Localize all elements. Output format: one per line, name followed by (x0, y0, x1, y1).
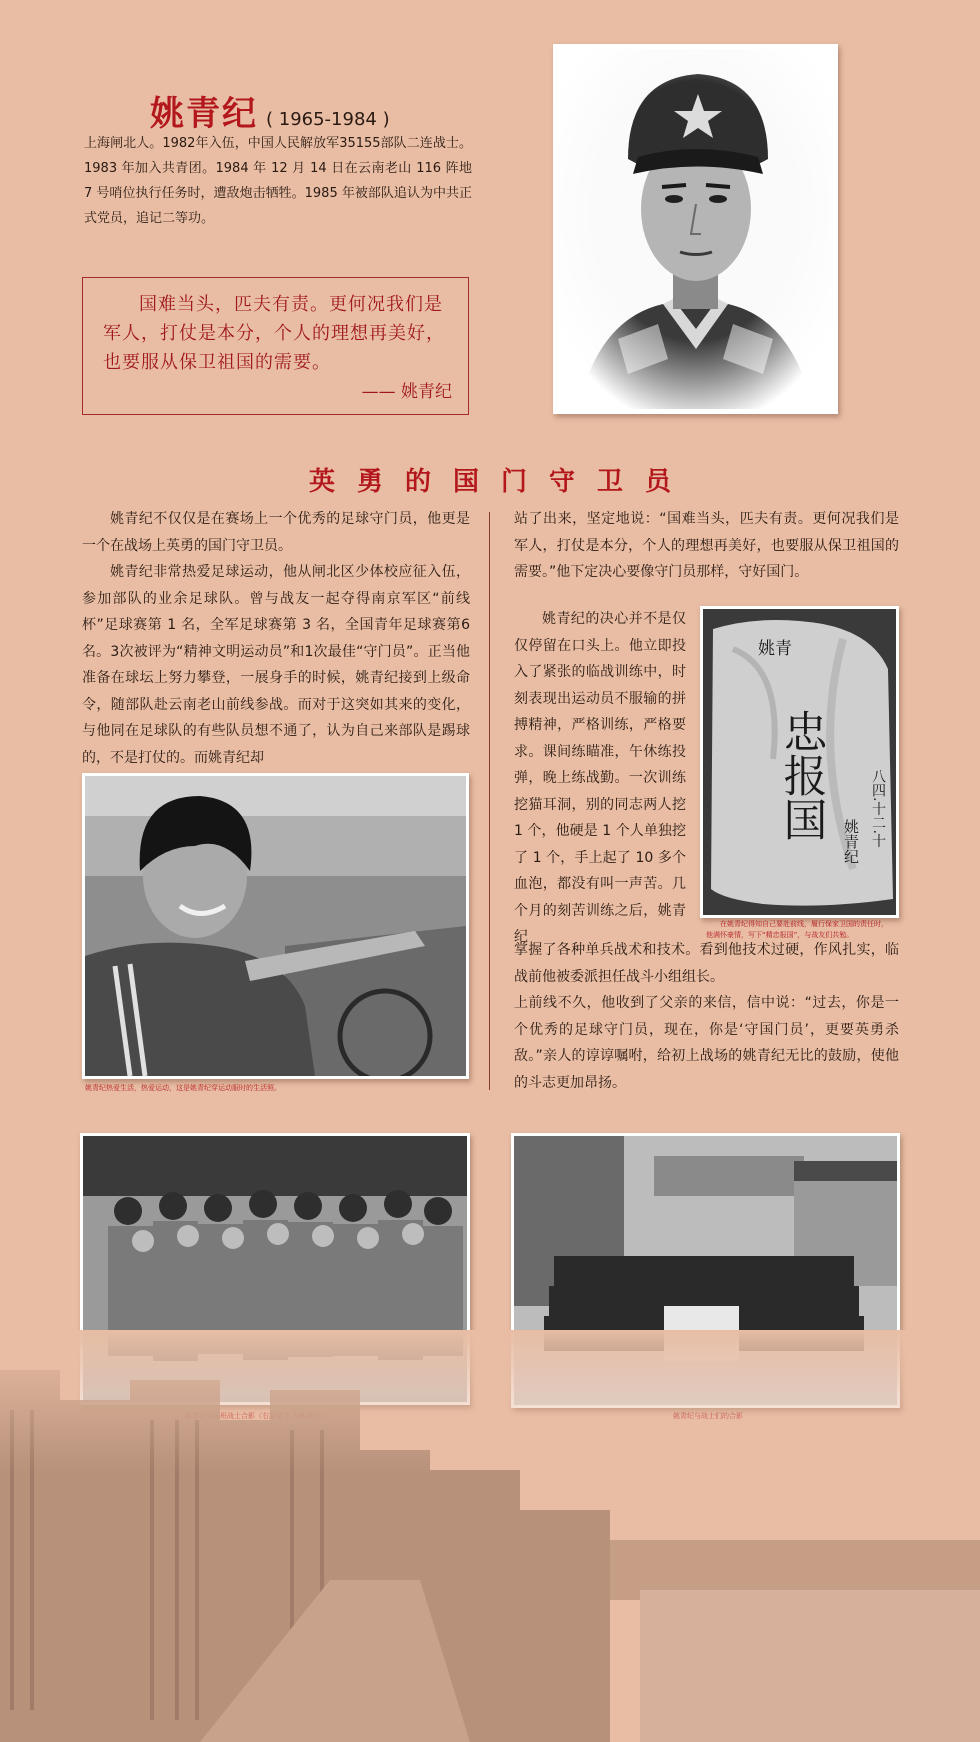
calligraphy-flag-image (703, 609, 896, 915)
quote-box (82, 277, 469, 415)
article-right-bottom (514, 937, 899, 1096)
article-right-narrow (514, 606, 686, 951)
flag-text-top: 姚青 (758, 639, 792, 659)
flag-date: 八四.十二.十 (870, 769, 886, 848)
article-left-column (82, 506, 470, 771)
quote-text: 国难当头，匹夫有责。更何况我们是军人，打仗是本分，个人的理想再美好，也要服从保卫祖国的需要。 (103, 294, 445, 373)
quote-author: —— 姚青纪 (361, 382, 452, 402)
young-man-photo-image (85, 776, 466, 1076)
city-background-image (0, 1330, 980, 1742)
flag-text-main: 忠报国 (775, 709, 827, 841)
flag-caption-2: 他满怀豪情，写下“精忠报国”，与战友们共勉。 (706, 931, 854, 939)
section-title: 英勇的国门守卫员 (308, 467, 693, 497)
paragraph: 姚青纪非常热爱足球运动，他从闸北区少体校应征入伍，参加部队的业余足球队。曾与战友一起夺得南京军区“前线杯”足球赛第 1 名，全军足球赛第 3 名，全国青年足球赛第6名。3次被评为“精神文明运动员”和1次最佳“守门员”。正当他准备在球坛上努力攀登，一展身手的时候，姚青纪接到上级命令，随部队赴云南老山前线参战。而对于这突如其来的变化，与他同在足球队的有些队员想不通了，认为自己来部队是踢球的，不是打仗的。而姚青纪却 (82, 564, 470, 766)
person-name: 姚青纪 (150, 94, 258, 134)
title-line (150, 86, 390, 135)
paragraph: 掌握了各种单兵战术和技术。看到他技术过硬，作风扎实，临战前他被委派担任战斗小组组长。 (514, 942, 899, 985)
paragraph: 姚青纪不仅仅是在赛场上一个优秀的足球守门员，他更是一个在战场上英勇的国门守卫员。 (82, 511, 470, 554)
sports-caption: 姚青纪热爱生活，热爱运动，这是姚青纪穿运动服时的生活照。 (85, 1084, 281, 1092)
life-years: ( 1965-1984 ) (266, 109, 390, 130)
flag-photo (700, 606, 899, 918)
article-right-top (514, 506, 899, 586)
sports-photo (82, 773, 469, 1079)
biography: 上海闸北人。1982年入伍，中国人民解放军35155部队二连战士。1983 年加入共青团。1984 年 12 月 14 日在云南老山 116 阵地 7 号哨位执行任务时，遭敌炮击牺牲。1985 年被部队追认为中共正式党员，追记二等功。 (84, 136, 472, 226)
paragraph: 姚青纪的决心并不是仅仅停留在口头上。他立即投入了紧张的临战训练中，时刻表现出运动员不服输的拼搏精神，严格训练，严格要求。课间练瞄准，午休练投弹，晚上练战勤。一次训练挖猫耳洞，别的同志两人挖 1 个，他硬是 1 个人单独挖了 1 个，手上起了 10 多个血泡，都没有叫一声苦。几个月的刻苦训练之后，姚青纪 (514, 611, 686, 945)
flag-caption-1: 在姚青纪得知自己要赴前线，履行保家卫国的责任时， (720, 920, 888, 928)
portrait-photo (553, 44, 838, 414)
column-divider (489, 512, 490, 1090)
soldier-portrait-image (558, 49, 833, 409)
flag-signature: 姚青纪 (842, 819, 860, 864)
paragraph: 站了出来，坚定地说：“国难当头，匹夫有责。更何况我们是军人，打仗是本分，个人的理想再美好，也要服从保卫祖国的需要。”他下定决心要像守门员那样，守好国门。 (514, 511, 899, 580)
paragraph: 上前线不久，他收到了父亲的来信，信中说：“过去，你是一个优秀的足球守门员，现在，你是‘守国门员’，更要英勇杀敌。”亲人的谆谆嘱咐，给初上战场的姚青纪无比的鼓励，使他的斗志更加昂扬。 (514, 995, 899, 1091)
